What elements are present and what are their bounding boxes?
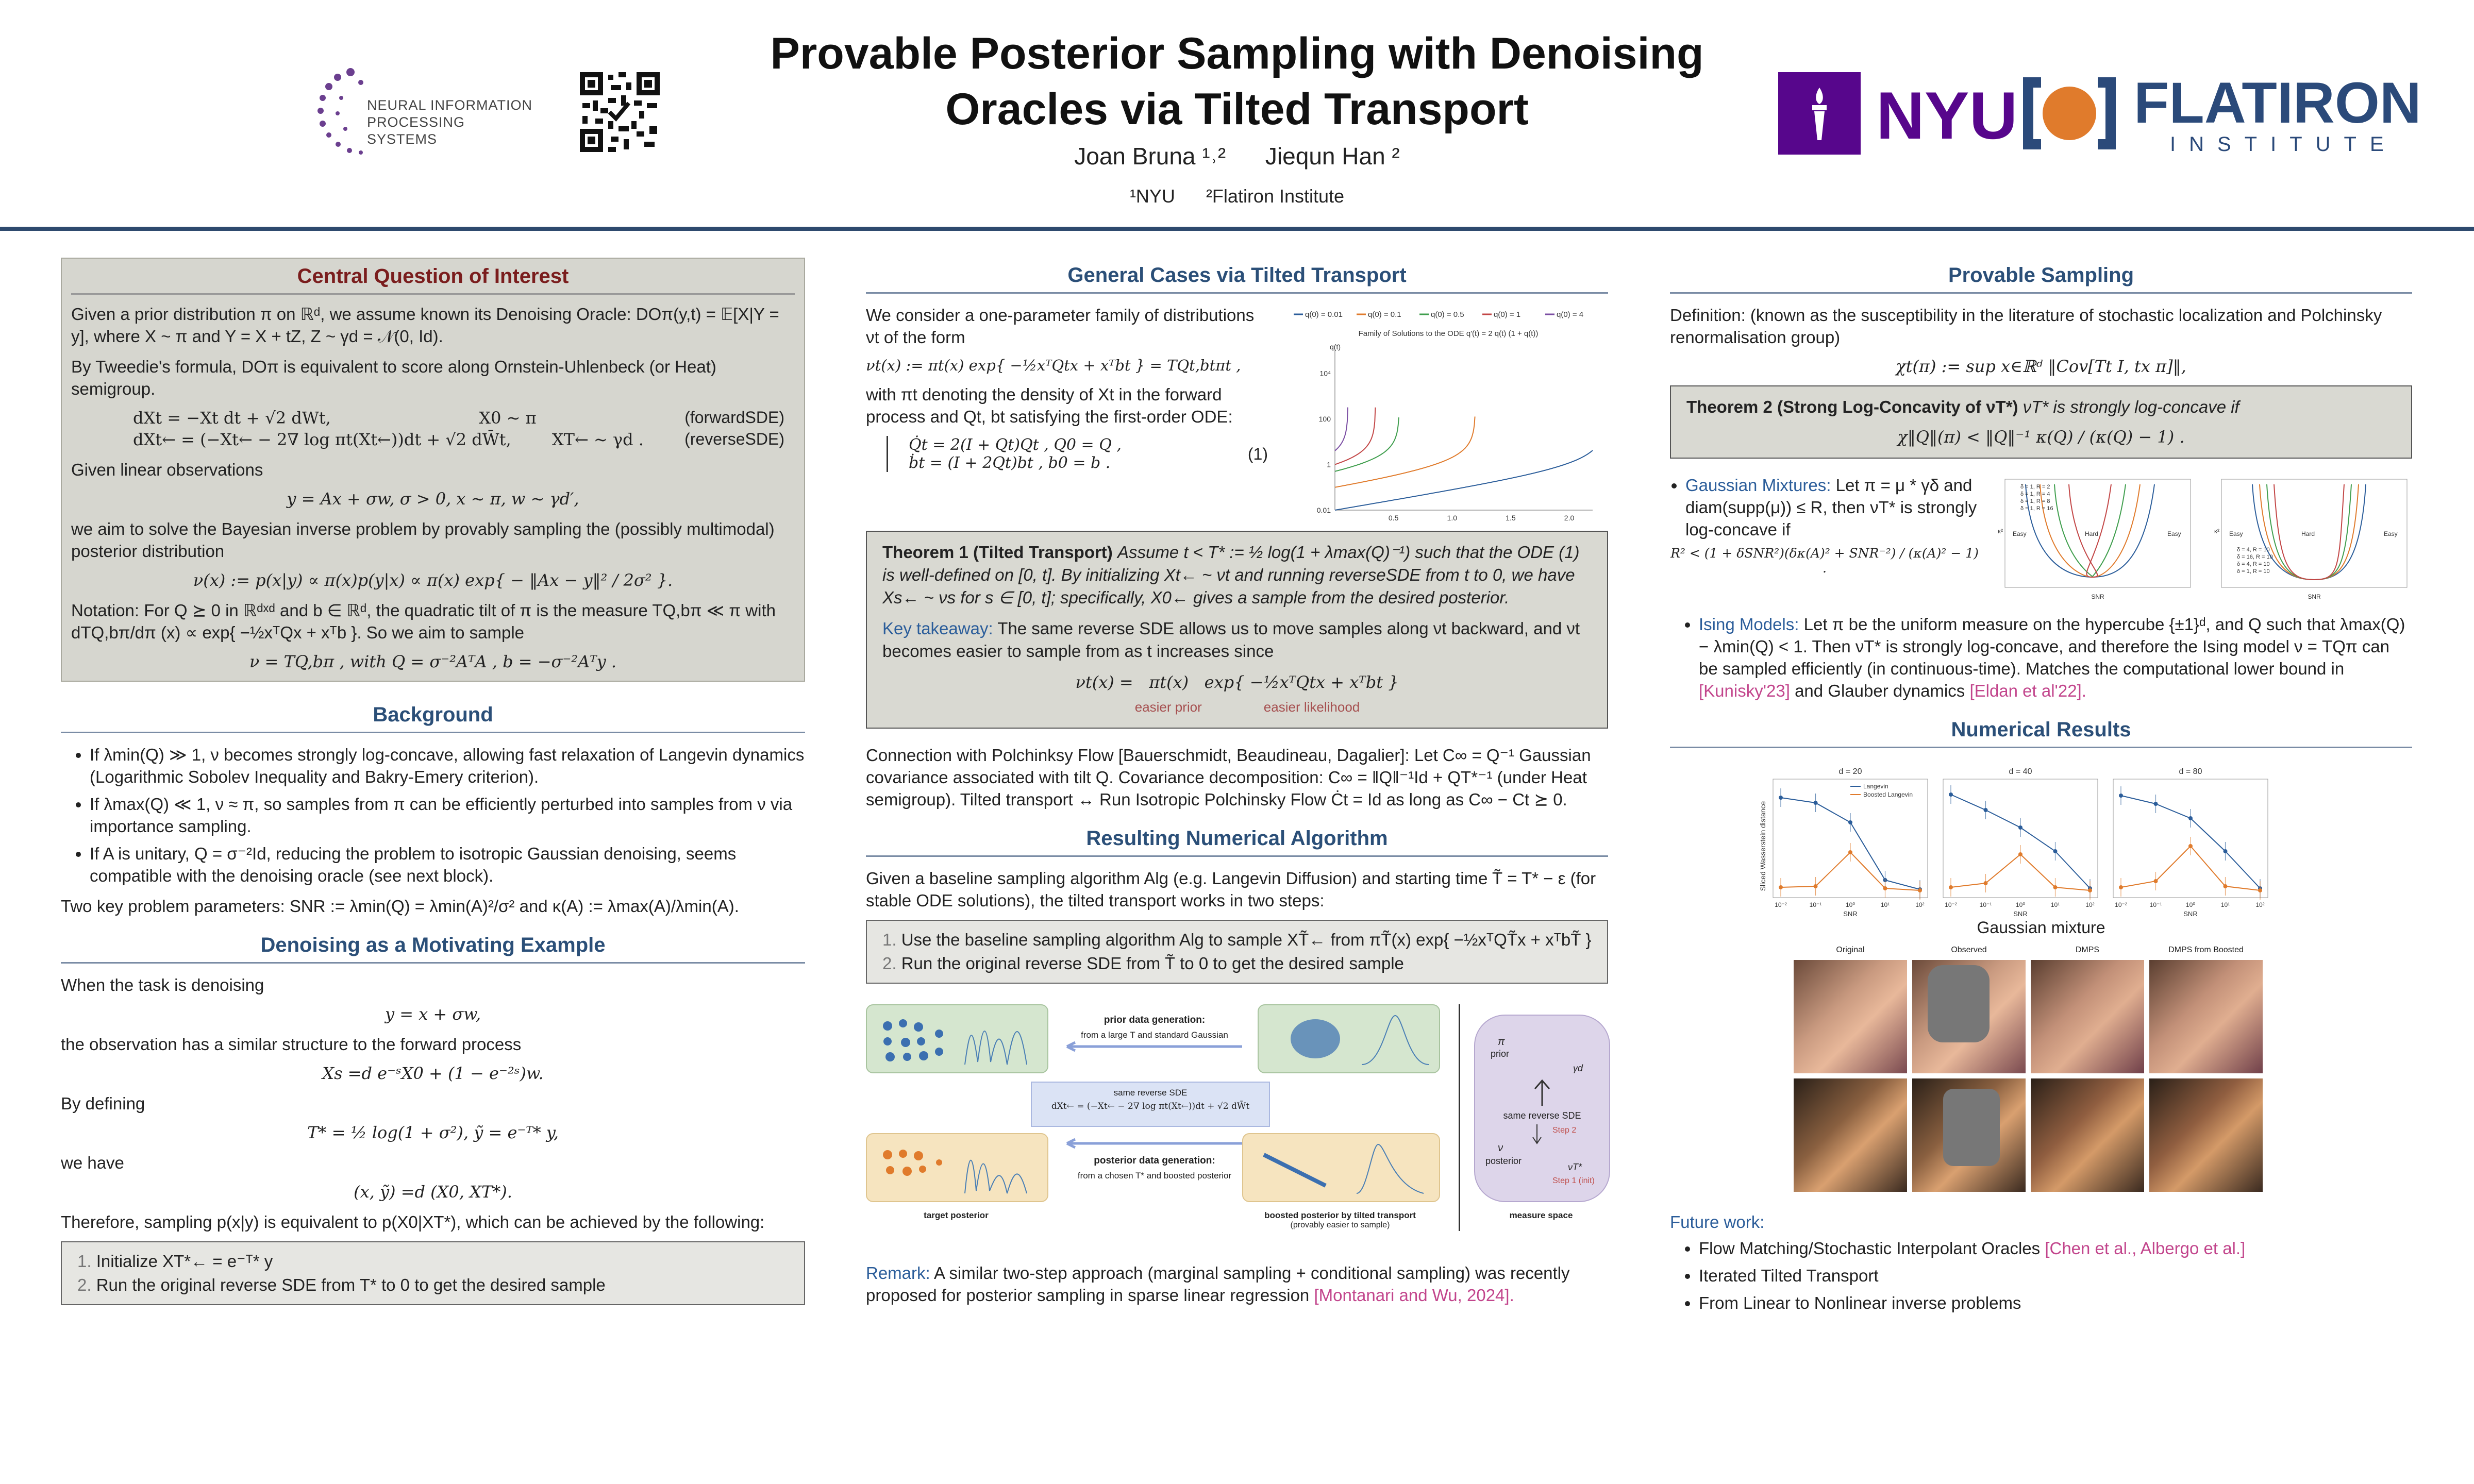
numerical-plots — [1670, 758, 2412, 923]
future-ref[interactable]: [Chen et al., Albergo et al.] — [2045, 1239, 2246, 1258]
ising-ref1[interactable]: [Kunisky'23] — [1699, 681, 1790, 700]
gm-plot-right — [2206, 474, 2412, 603]
denoising-eq2: Xs =d e⁻ˢX0 + (1 − e⁻²ˢ)w. — [322, 1064, 544, 1083]
forward-sde-init: X0 ~ π — [479, 408, 537, 428]
easier-prior-label: easier prior — [1134, 699, 1202, 715]
num-point — [2154, 802, 2158, 806]
affiliations: ¹NYU ²Flatiron Institute — [1129, 185, 1345, 207]
mini-legend-label: δ = 1, R = 10 — [2237, 568, 2270, 575]
gm-eq: R² < (1 + δSNR²)(δκ(A)² + SNR⁻²) / (κ(A)² − 1) . — [1670, 546, 1979, 576]
column-2 — [866, 258, 1608, 1314]
num-xtick-label: 10² — [2085, 901, 2095, 908]
prior-gaussian-panel — [1258, 1004, 1440, 1073]
xtick-label: 0.5 — [1388, 514, 1399, 520]
mini-legend-label: δ = 1, R = 8 — [2020, 498, 2050, 504]
ode-plot-ylabel: q(t) — [1330, 343, 1341, 351]
ytick-label: 1 — [1327, 460, 1331, 469]
num-xtick-label: 10⁻² — [2115, 901, 2127, 908]
background-item: • If λmax(Q) ≪ 1, ν ≈ π, so samples from π can be efficiently perturbed into samples from ν via importance sampling. — [90, 793, 805, 837]
num-xtick-label: 10⁻² — [1775, 901, 1787, 908]
central-p1: Given a prior distribution π on ℝᵈ, we assume known its Denoising Oracle: DOπ(y,t) = 𝔼[X|Y = y], where X ~ π and Y = X + tZ, Z ~ γd = 𝒩(0, Id). — [71, 305, 779, 346]
legend-label: q(0) = 0.5 — [1431, 310, 1464, 319]
theorem2-eq: χ‖Q‖(π) < ‖Q‖⁻¹ κ(Q) / (κ(Q) − 1) . — [1897, 427, 2185, 447]
algorithm-diagram — [866, 1004, 1608, 1246]
caption-boosted: boosted posterior by tilted transport (provably easier to sample) — [1264, 1210, 1416, 1229]
denoising-step-1: 1. Initialize XT*← = e⁻ᵀ* y — [77, 1252, 273, 1271]
numerical-plot-svg — [1670, 758, 2412, 923]
reverse-sde-eq: dXt← = (−Xt← − 2∇ log πt(Xt←))dt + √2 dW̄t, — [133, 430, 511, 449]
num-legend-label: Langevin — [1863, 783, 1888, 790]
num-point — [2119, 794, 2123, 798]
flatiron-wordmark: FLATIRON — [2134, 71, 2421, 135]
num-legend-label: Boosted Langevin — [1863, 791, 1913, 798]
ms-same-sde: same reverse SDE — [1503, 1110, 1581, 1121]
face-image — [1794, 1078, 1907, 1192]
prior-arrow-icon — [1057, 1040, 1252, 1053]
future-title: Future work: — [1670, 1212, 1765, 1232]
key-takeaway — [882, 617, 1592, 663]
theorem2-text — [1686, 396, 2396, 418]
num-xtick-label: 10⁰ — [2185, 901, 2196, 908]
ode-series-line — [1335, 408, 1375, 465]
theorem2-body: νT* is strongly log-concave if — [2022, 397, 2239, 416]
mini-xlabel: SNR — [2091, 593, 2104, 600]
algorithm-title: Resulting Numerical Algorithm — [866, 821, 1608, 857]
flatiron-bracket-icon — [2020, 72, 2118, 155]
ode-q: Q̇t = 2(I + Qt)Qt , Q0 = Q , — [909, 436, 1122, 454]
theorem1-title: Theorem 1 (Tilted Transport) — [882, 543, 1113, 562]
num-panel-frame — [1943, 779, 2098, 898]
poster-title — [711, 26, 1763, 137]
mini-xlabel: SNR — [2308, 593, 2321, 600]
remark — [866, 1262, 1608, 1306]
num-point — [2018, 852, 2022, 856]
algorithm-step-2: 2. Run the original reverse SDE from T̃ to 0 to get the desired sample — [882, 954, 1404, 973]
general-p2: with πt denoting the density of Xt in the forward process and Qt, bt satisfying the first-order ODE: — [866, 385, 1233, 426]
ms-step1: Step 1 (init) — [1552, 1176, 1595, 1185]
nyu-torch-box — [1778, 72, 1861, 155]
num-point — [1779, 796, 1783, 800]
up-arrow-icon — [1527, 1077, 1558, 1108]
numerical-caption: Gaussian mixture — [1977, 918, 2105, 937]
easier-likelihood-label: easier likelihood — [1263, 699, 1360, 715]
ode-plot-svg — [1278, 304, 1608, 520]
num-point — [1848, 820, 1852, 824]
denoising-p2: the observation has a similar structure to the forward process — [61, 1035, 522, 1054]
theorem1-text — [882, 541, 1592, 609]
mini-legend-label: δ = 16, R = 10 — [2237, 554, 2273, 560]
face-image — [2149, 1078, 2263, 1192]
ode-system — [866, 436, 1268, 472]
authors: Joan Bruna ¹˒² Jiequn Han ² — [1074, 143, 1400, 170]
gm-plot-left — [1990, 474, 2196, 603]
prior-gen-sub: from a large T and standard Gaussian — [1081, 1030, 1228, 1040]
remark-label: Remark: — [866, 1263, 930, 1283]
forward-sde-tag: (forwardSDE) — [684, 408, 784, 427]
num-point — [2188, 844, 2193, 848]
same-sde-label: same reverse SDE — [1113, 1088, 1188, 1098]
num-ylabel: Sliced Wasserstein distance — [1759, 801, 1767, 891]
remark-ref[interactable]: [Montanari and Wu, 2024]. — [1314, 1286, 1514, 1305]
face-image — [2149, 960, 2263, 1073]
observation-eq: y = Ax + σw, σ > 0, x ~ π, w ~ γd′, — [287, 489, 579, 509]
num-point — [2224, 849, 2228, 853]
legend-label: q(0) = 4 — [1557, 310, 1584, 319]
num-point — [1848, 850, 1852, 854]
posterior-gen-label — [1057, 1137, 1252, 1181]
face-image — [2031, 960, 2144, 1073]
future-list — [1670, 1237, 2412, 1314]
posterior-arrow-icon — [1057, 1137, 1252, 1150]
num-point — [1984, 881, 1988, 885]
num-point — [1918, 888, 1922, 892]
num-xtick-label: 10¹ — [2050, 901, 2060, 908]
neurips-swirl-icon — [309, 62, 376, 165]
same-sde-box — [1031, 1082, 1270, 1127]
denoising-p5: Therefore, sampling p(x|y) is equivalent to p(X0|XT*), which can be achieved by the following: — [61, 1212, 765, 1232]
img-label-observed: Observed — [1951, 946, 1987, 954]
num-point — [1814, 801, 1818, 805]
boosted-posterior-plot — [1243, 1134, 1439, 1201]
nyu-wordmark: NYU — [1876, 78, 2018, 153]
num-point — [1949, 885, 1953, 889]
future-item: • From Linear to Nonlinear inverse problems — [1699, 1292, 2412, 1314]
num-xlabel: SNR — [2013, 910, 2028, 918]
gm-text — [1670, 474, 1979, 603]
measure-space-panel — [1474, 1015, 1610, 1202]
posterior-eq: ν(x) := p(x|y) ∝ π(x)p(y|x) ∝ π(x) exp{ − ‖Ax − y‖² / 2σ² }. — [193, 570, 673, 590]
posterior-gen-sub: from a chosen T* and boosted posterior — [1077, 1171, 1232, 1181]
takeaway-eq: νt(x) = πt(x) exp{ −½xᵀQtx + xᵀbt } — [1075, 672, 1399, 692]
num-point — [1779, 885, 1783, 889]
algorithm-steps — [866, 920, 1608, 984]
ytick-label: 0.01 — [1316, 506, 1331, 514]
denoising-step-2: 2. Run the original reverse SDE from T* to 0 to get the desired sample — [77, 1275, 606, 1294]
ms-pi: π — [1498, 1036, 1505, 1048]
nu-eq: ν = TQ,bπ , with Q = σ⁻²AᵀA , b = −σ⁻²Aᵀy . — [249, 652, 617, 671]
num-point — [2154, 879, 2158, 883]
num-xtick-label: 10² — [1915, 901, 1925, 908]
num-point — [2053, 885, 2058, 889]
face-grid — [1794, 960, 2412, 1192]
gm-row — [1670, 474, 2412, 603]
num-point — [2088, 888, 2092, 892]
remark-body: A similar two-step approach (marginal sampling + conditional sampling) was recently proposed for posterior sampling in sparse linear regression — [866, 1263, 1570, 1305]
mini-legend-label: δ = 1, R = 4 — [2020, 491, 2050, 497]
flatiron-logo — [2020, 72, 2443, 155]
title-line-2: Oracles via Tilted Transport — [945, 85, 1529, 134]
central-p3: Given linear observations — [71, 460, 263, 479]
denoising-eq4: (x, ỹ) =d (X0, XT*). — [354, 1182, 512, 1202]
theorem1-box — [866, 531, 1608, 729]
mini-ylabel: κ² — [1998, 528, 2003, 535]
column-1 — [61, 258, 805, 1305]
prior-gen-label — [1057, 1015, 1252, 1055]
gm-body: Let π = μ * γδ and diam(supp(μ)) ≤ R, then νT* is strongly log-concave if — [1685, 476, 1977, 539]
ode-b: ḃt = (I + 2Qt)bt , b0 = b . — [909, 454, 1111, 472]
ms-nuT: νT* — [1568, 1162, 1582, 1172]
num-point — [2224, 884, 2228, 888]
algorithm-p1: Given a baseline sampling algorithm Alg (e.g. Langevin Diffusion) and starting time T̃ = T* − ε (for stable ODE solutions), the tilted transport works in two steps: — [866, 869, 1596, 910]
num-point — [1814, 884, 1818, 888]
reverse-sde-init: XT← ~ γd . — [551, 430, 644, 449]
num-xlabel: SNR — [1843, 910, 1858, 918]
prior-data-plot — [867, 1005, 1047, 1072]
qr-code-icon — [577, 70, 662, 155]
num-point — [1949, 792, 1953, 797]
central-p2: By Tweedie's formula, DOπ is equivalent to score along Ornstein-Uhlenbeck (or Heat) semigroup. — [71, 357, 716, 398]
face-image — [1912, 1078, 2026, 1192]
mini-easy-label: Easy — [2167, 530, 2181, 537]
img-label-dmps: DMPS — [2075, 946, 2100, 954]
num-xtick-label: 10² — [2255, 901, 2265, 908]
mini-easy-label: Easy — [2013, 530, 2027, 537]
ode-series-line — [1335, 416, 1475, 487]
num-panel-title: d = 40 — [2009, 767, 2032, 776]
gm-item — [1685, 474, 1979, 541]
gaussian-plot — [1259, 1005, 1439, 1072]
theorem1-body: Assume t < T* := ½ log(1 + λmax(Q)⁻¹) such that the ODE (1) is well-defined on [0, t]. By initializing Xt← ~ νt and running reverseSDE from t to 0, we have Xs← ~ νs for s ∈ [0, t]; specifically, X0← gives a sample from the desired posterior. — [882, 543, 1580, 607]
provable-title: Provable Sampling — [1670, 258, 2412, 294]
face-image — [2031, 1078, 2144, 1192]
background-list — [61, 744, 805, 887]
boosted-posterior-panel — [1242, 1133, 1440, 1202]
mini-legend-label: δ = 4, R = 10 — [2237, 561, 2270, 567]
img-label-original: Original — [1836, 946, 1865, 954]
general-eq1: νt(x) := πt(x) exp{ −½xᵀQtx + xᵀbt } = TQt,btπt , — [866, 357, 1241, 374]
xtick-label: 1.0 — [1447, 514, 1458, 520]
num-xtick-label: 10⁻¹ — [1809, 901, 1822, 908]
target-posterior-plot — [867, 1134, 1047, 1201]
theorem2-title: Theorem 2 (Strong Log-Concavity of νT*) — [1686, 397, 2018, 416]
ising-label: Ising Models: — [1699, 615, 1799, 634]
denoising-p1: When the task is denoising — [61, 975, 264, 994]
img-label-dmps-boosted: DMPS from Boosted — [2168, 946, 2244, 954]
num-xtick-label: 10⁻¹ — [2149, 901, 2162, 908]
num-xtick-label: 10¹ — [2220, 901, 2230, 908]
future-item: • Flow Matching/Stochastic Interpolant Oracles [Chen et al., Albergo et al.] — [1699, 1237, 2412, 1259]
num-xtick-label: 10¹ — [1880, 901, 1890, 908]
background-item: • If λmin(Q) ≫ 1, ν becomes strongly log-concave, allowing fast relaxation of Langevin dynamics (Logarithmic Sobolev Inequality and Bakry-Emery criterion). — [90, 744, 805, 788]
reverse-sde — [71, 430, 795, 449]
ytick-label: 100 — [1318, 414, 1331, 423]
posterior-gen-title: posterior data generation: — [1094, 1155, 1215, 1166]
caption-measure: measure space — [1509, 1210, 1573, 1220]
polchinsky-text: Connection with Polchinksy Flow [Bauerschmidt, Beaudineau, Dagalier]: Let C∞ = Q⁻¹ Gaussian covariance associated with tilt Q. Covariance decomposition: C∞ = ‖Q‖⁻¹Id + QT*⁻¹ (under Heat semigroup). Tilted transport ↔ Run Isotropic Polchinsky Flow Ċt = Id as long as C∞ − Ct ⪰ 0. — [866, 746, 1591, 809]
forward-sde-eq: dXt = −Xt dt + √2 dWt, — [133, 408, 331, 428]
forward-sde — [71, 408, 795, 428]
ms-prior: prior — [1491, 1049, 1510, 1059]
mini-easy-label: Easy — [2229, 530, 2243, 537]
title-line-1: Provable Posterior Sampling with Denoising — [770, 29, 1704, 78]
num-point — [1883, 886, 1887, 890]
num-point — [2053, 849, 2058, 853]
denoising-eq3: T* = ½ log(1 + σ²), ỹ = e⁻ᵀ* y, — [307, 1123, 559, 1142]
prior-data-panel — [866, 1004, 1048, 1073]
same-sde-eq: dXt← = (−Xt← − 2∇ log πt(Xt←))dt + √2 dW̄t — [1051, 1101, 1250, 1111]
ising-list — [1670, 613, 2412, 702]
face-image — [1912, 960, 2026, 1073]
numerical-title: Numerical Results — [1670, 712, 2412, 748]
num-point — [2119, 885, 2123, 889]
num-point — [2258, 888, 2262, 892]
susceptibility-eq: χt(π) := sup x∈ℝᵈ ‖Cov[Tt I, tx π]‖, — [1896, 357, 2186, 376]
background-params: Two key problem parameters: SNR := λmin(Q) = λmin(A)²/σ² and κ(A) := λmax(A)/λmin(A). — [61, 897, 739, 916]
general-title: General Cases via Tilted Transport — [866, 258, 1608, 294]
takeaway-annotations — [882, 696, 1592, 718]
legend-label: q(0) = 0.1 — [1368, 310, 1401, 319]
mini-easy-label: Easy — [2384, 530, 2398, 537]
num-xtick-label: 10⁻² — [1945, 901, 1957, 908]
mini-ylabel: κ² — [2214, 528, 2219, 535]
mini-hard-label: Hard — [2301, 530, 2315, 537]
ode-plot-title: Family of Solutions to the ODE q'(t) = 2 q(t) (1 + q(t)) — [1358, 329, 1539, 338]
legend-label: q(0) = 1 — [1494, 310, 1521, 319]
xtick-label: 1.5 — [1506, 514, 1516, 520]
num-xlabel: SNR — [2183, 910, 2198, 918]
neurips-logo — [309, 62, 536, 165]
torch-icon — [1778, 72, 1861, 155]
ode-tag: (1) — [1247, 444, 1268, 463]
central-question-box — [61, 258, 805, 682]
central-title: Central Question of Interest — [71, 259, 795, 295]
num-panel-title: d = 80 — [2179, 767, 2202, 776]
ode-series-line — [1335, 408, 1348, 451]
column-3 — [1670, 258, 2412, 1322]
flatiron-subtext: INSTITUTE — [2170, 133, 2397, 156]
num-point — [2188, 816, 2193, 820]
key-takeaway-body: The same reverse SDE allows us to move samples along νt backward, and νt becomes easier to sample from as t increases since — [882, 619, 1580, 661]
denoising-title: Denoising as a Motivating Example — [61, 927, 805, 964]
gm-label: Gaussian Mixtures: — [1685, 476, 1831, 495]
ms-posterior: posterior — [1485, 1156, 1522, 1166]
diagram-divider — [1459, 1004, 1460, 1231]
theorem2-box — [1670, 385, 2412, 459]
central-p4: we aim to solve the Bayesian inverse problem by provably sampling the (possibly multimodal) posterior distribution — [71, 519, 775, 561]
algorithm-step-1: 1. Use the baseline sampling algorithm Alg to sample XT̃← from πT̃(x) exp{ −½xᵀQT̃x + xᵀbT̃ } — [882, 930, 1592, 949]
denoising-steps — [61, 1241, 805, 1305]
legend-label: q(0) = 0.01 — [1305, 310, 1343, 319]
general-intro-row — [866, 304, 1608, 520]
ms-nu: ν — [1498, 1142, 1503, 1154]
general-intro-text — [866, 304, 1268, 520]
background-item: • If A is unitary, Q = σ⁻²Id, reducing the problem to isotropic Gaussian denoising, seems compatible with the denoising oracle (see next block). — [90, 842, 805, 887]
ms-step2: Step 2 — [1552, 1126, 1577, 1135]
mini-legend-label: δ = 1, R = 2 — [2020, 484, 2050, 490]
num-xtick-label: 10⁰ — [1845, 901, 1855, 908]
num-xtick-label: 10⁻¹ — [1979, 901, 1992, 908]
qr-code[interactable] — [577, 70, 662, 155]
ode-plot — [1278, 304, 1608, 520]
central-notation: Notation: For Q ⪰ 0 in ℝᵈˣᵈ and b ∈ ℝᵈ, the quadratic tilt of π is the measure TQ,bπ ≪ π with dTQ,bπ/dπ (x) ∝ exp{ −½xᵀQx + xᵀb }. So we aim to sample — [71, 601, 776, 642]
ytick-label: 10⁴ — [1319, 369, 1331, 378]
down-arrow-icon — [1527, 1122, 1547, 1148]
image-labels — [1794, 946, 2412, 955]
background-title: Background — [61, 697, 805, 733]
num-point — [2018, 825, 2022, 830]
key-takeaway-label: Key takeaway: — [882, 619, 993, 638]
neurips-logo-text: NEURAL INFORMATION PROCESSING SYSTEMS — [367, 97, 533, 147]
future-item: • Iterated Tilted Transport — [1699, 1264, 2412, 1287]
num-xtick-label: 10⁰ — [2015, 901, 2026, 908]
general-p1: We consider a one-parameter family of distributions νt of the form — [866, 306, 1255, 347]
prior-gen-title: prior data generation: — [1104, 1015, 1206, 1025]
denoising-p4: we have — [61, 1153, 124, 1172]
num-panel-title: d = 20 — [1838, 767, 1862, 776]
ising-body: Let π be the uniform measure on the hypercube {±1}ᵈ, and Q such that λmax(Q) − λmin(Q) < 1. Then νT* is strongly log-concave, and therefore the Ising model ν = TQπ can be sampled efficiently (in continuous-time). Matches the computational lower bound in — [1699, 615, 2405, 678]
num-point — [1984, 808, 1988, 812]
ising-ref2[interactable]: [Eldan et al'22]. — [1969, 681, 2086, 700]
denoising-p3: By defining — [61, 1094, 145, 1113]
ising-item: • Ising Models: Let π be the uniform measure on the hypercube {±1}ᵈ, and Q such that λmax(Q) − λmin(Q) < 1. Then νT* is strongly log-concave, and therefore the Ising model ν = TQπ can be sampled efficiently (in continuous-time). Matches the computational lower bound in [Kunisky'23] and Glauber dynamics [Eldan et al'22]. — [1699, 613, 2412, 702]
header-divider — [0, 227, 2474, 231]
ode-series-line — [1335, 417, 1399, 471]
provable-def: Definition: (known as the susceptibility in the literature of stochastic localization and Polchinsky renormalisation group) — [1670, 306, 2382, 347]
face-image — [1794, 960, 1907, 1073]
mini-legend-label: δ = 1, R = 16 — [2020, 505, 2053, 512]
caption-target: target posterior — [924, 1210, 989, 1220]
mini-hard-label: Hard — [2085, 530, 2099, 537]
ms-gamma: γd — [1573, 1063, 1583, 1073]
denoising-eq1: y = x + σw, — [385, 1004, 481, 1024]
target-posterior-panel — [866, 1133, 1048, 1202]
xtick-label: 2.0 — [1564, 514, 1575, 520]
mini-legend-label: δ = 4, R = 10 — [2237, 547, 2270, 553]
reverse-sde-tag: (reverseSDE) — [684, 430, 784, 448]
